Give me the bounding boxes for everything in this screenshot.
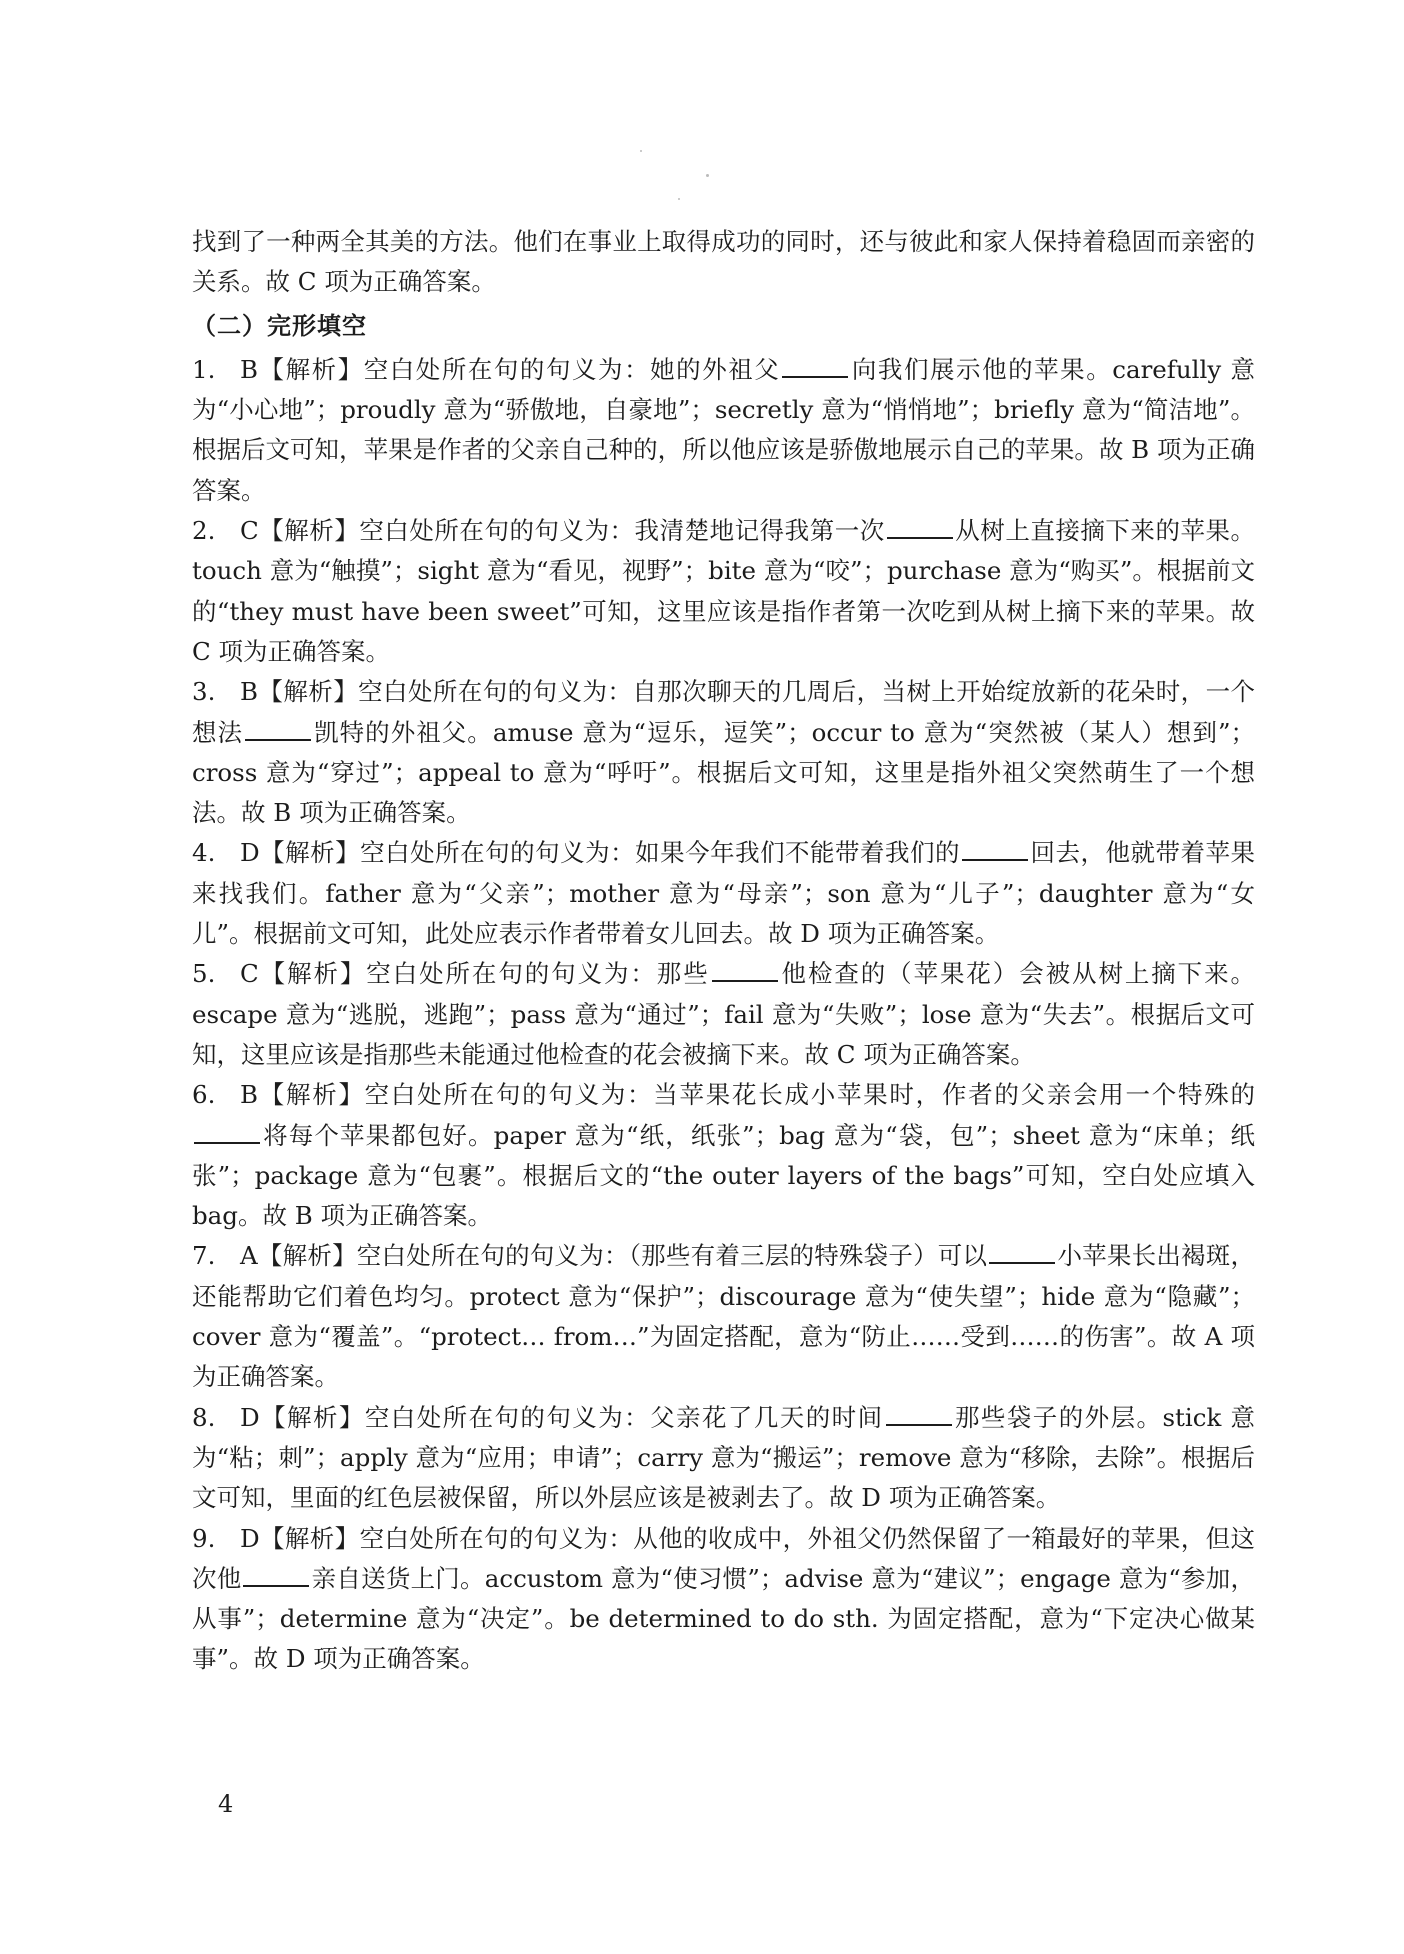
scan-speck (640, 150, 642, 152)
scan-speck (678, 198, 680, 200)
answer-blank (194, 1120, 260, 1144)
answer-item (192, 1236, 1255, 1397)
item-text-before: C【解析】空白处所在句的句义为：我清楚地记得我第一次 (240, 516, 885, 546)
item-text-after: 从树上直接摘下来的苹果。touch 意为“触摸”；sight 意为“看见，视野”；bite 意为“咬”；purchase 意为“购买”。根据前文的“they must have been sweet”可知，这里应该是指作者第一次吃到从树上摘下来的苹果。故 C 项为正确答案。 (192, 516, 1256, 666)
item-text-after: 那些袋子的外层。stick 意为“粘；刺”；apply 意为“应用；申请”；carry 意为“搬运”；remove 意为“移除，去除”。根据后文可知，里面的红色层被保留，所以外层应该是被剥去了。故 D 项为正确答案。 (192, 1402, 1256, 1513)
item-text-before: B【解析】空白处所在句的句义为：自那次聊天的几周后，当树上开始绽放新的花朵时，一个想法 (192, 677, 1255, 747)
item-text-before: B【解析】空白处所在句的句义为：她的外祖父 (240, 354, 781, 384)
item-number: 5. (192, 959, 216, 989)
item-number: 8. (192, 1402, 216, 1432)
item-text-after: 向我们展示他的苹果。carefully 意为“小心地”；proudly 意为“骄傲地，自豪地”；secretly 意为“悄悄地”；briefly 意为“简洁地”。根据后文可知，苹果是作者的父亲自己种的，所以他应该是骄傲地展示自己的苹果。故 B 项为正确答案。 (192, 354, 1255, 505)
item-text-before: A【解析】空白处所在句的句义为：（那些有着三层的特殊袋子）可以 (240, 1241, 988, 1271)
answer-item (192, 350, 1255, 511)
answer-blank (712, 958, 778, 982)
answer-item (192, 833, 1255, 954)
item-number: 1. (192, 354, 216, 384)
intro-paragraph: 找到了一种两全其美的方法。他们在事业上取得成功的同时，还与彼此和家人保持着稳固而亲密的关系。故 C 项为正确答案。 (192, 227, 1255, 297)
answer-blank (887, 515, 953, 539)
item-text-before: D【解析】空白处所在句的句义为：父亲花了几天的时间 (240, 1402, 884, 1432)
answer-item (192, 1075, 1255, 1236)
item-text-after: 小苹果长出褐斑，还能帮助它们着色均匀。protect 意为“保护”；discourage 意为“使失望”；hide 意为“隐藏”；cover 意为“覆盖”。“protect… from…”为固定搭配，意为“防止……受到……的伤害”。故 A 项为正确答案。 (192, 1241, 1255, 1392)
answer-item (192, 511, 1255, 672)
answer-blank (782, 354, 848, 378)
answer-item (192, 954, 1255, 1075)
item-text-before: D【解析】空白处所在句的句义为：从他的收成中，外祖父仍然保留了一箱最好的苹果，但这次他 (192, 1523, 1255, 1593)
answer-blank (989, 1240, 1055, 1264)
item-text-after: 将每个苹果都包好。paper 意为“纸，纸张”；bag 意为“袋，包”；sheet 意为“床单；纸张”；package 意为“包裹”。根据后文的“the outer layers of the bags”可知，空白处应填入 bag。故 B 项为正确答案。 (192, 1120, 1255, 1231)
item-text-after: 回去，他就带着苹果来找我们。father 意为“父亲”；mother 意为“母亲”；son 意为“儿子”；daughter 意为“女儿”。根据前文可知，此处应表示作者带着女儿回去。故 D 项为正确答案。 (192, 838, 1256, 949)
item-number: 4. (192, 838, 216, 868)
answer-item (192, 1519, 1255, 1680)
item-text-after: 他检查的（苹果花）会被从树上摘下来。escape 意为“逃脱，逃跑”；pass 意为“通过”；fail 意为“失败”；lose 意为“失去”。根据后文可知，这里应该是指那些未能通过他检查的花会被摘下来。故 C 项为正确答案。 (192, 959, 1255, 1069)
item-text-before: B【解析】空白处所在句的句义为：当苹果花长成小苹果时，作者的父亲会用一个特殊的 (240, 1080, 1255, 1110)
item-text-before: C【解析】空白处所在句的句义为：那些 (240, 959, 710, 989)
answer-blank (243, 1563, 309, 1587)
document-body (192, 222, 1255, 1680)
answer-item (192, 1398, 1255, 1519)
page-number: 4 (218, 1790, 234, 1818)
item-text-after: 亲自送货上门。accustom 意为“使习惯”；advise 意为“建议”；engage 意为“参加，从事”；determine 意为“决定”。be determined to do sth. 为固定搭配，意为“下定决心做某事”。故 D 项为正确答案。 (192, 1563, 1255, 1674)
answer-list (192, 350, 1255, 1680)
answer-item (192, 672, 1255, 833)
item-number: 6. (192, 1080, 216, 1110)
section-heading: （二）完形填空 (192, 311, 367, 340)
scan-speck (706, 174, 709, 177)
item-number: 3. (192, 677, 216, 707)
item-number: 9. (192, 1523, 216, 1553)
item-number: 7. (192, 1241, 216, 1271)
item-number: 2. (192, 516, 216, 546)
answer-blank (886, 1402, 952, 1426)
answer-blank (245, 717, 311, 741)
item-text-after: 凯特的外祖父。amuse 意为“逗乐，逗笑”；occur to 意为“突然被（某人）想到”；cross 意为“穿过”；appeal to 意为“呼吁”。根据后文可知，这里是指外祖父突然萌生了一个想法。故 B 项为正确答案。 (192, 717, 1256, 828)
item-text-before: D【解析】空白处所在句的句义为：如果今年我们不能带着我们的 (240, 838, 961, 868)
answer-blank (962, 837, 1028, 861)
